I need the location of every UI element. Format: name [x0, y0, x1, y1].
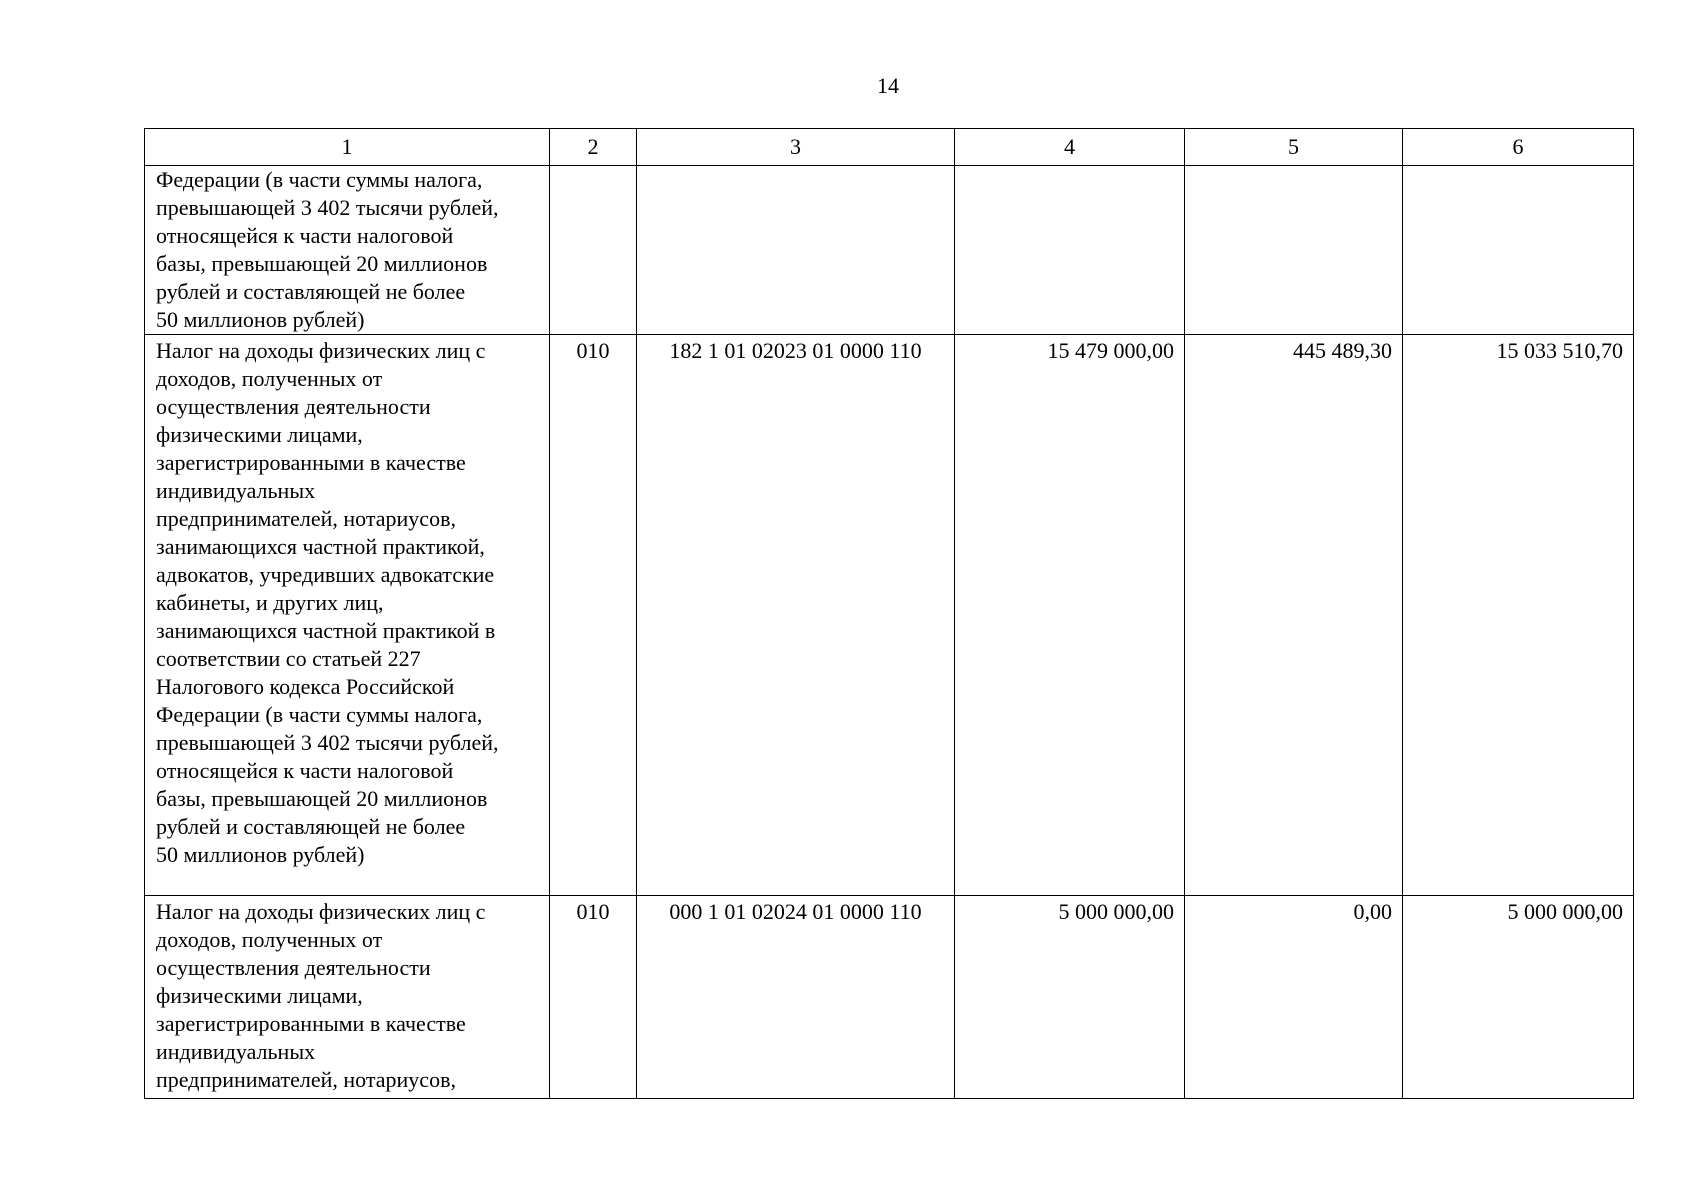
table-row — [145, 896, 1634, 1099]
row-name-cell — [145, 335, 550, 896]
row-line-code: 010 — [550, 335, 637, 896]
table-row — [145, 335, 1634, 896]
row-budget-code: 182 1 01 02023 01 0000 110 — [637, 335, 955, 896]
column-header-1: 1 — [145, 129, 550, 166]
column-number-row — [145, 129, 1634, 166]
row-name: Налог на доходы физических лиц с доходов, полученных от осуществления деятельности физическими лицами, зарегистрированными в качестве индивидуальных предпринимателей, нотариусов, занимающихся частной практикой, адвокатов, учредивших адвокатские кабинеты, и других лиц, занимающихся частной практикой в соответствии со статьей 227 Налогового кодекса Российской Федерации (в части суммы налога, превышающей 3 402 тысячи рублей, относящейся к части налоговой базы, превышающей 20 миллионов рублей и составляющей не более 50 миллионов рублей) — [156, 338, 499, 867]
column-header-6: 6 — [1403, 129, 1634, 166]
column-header-5: 5 — [1185, 129, 1403, 166]
row-name-cell — [145, 166, 550, 335]
row-name: Налог на доходы физических лиц с доходов, полученных от осуществления деятельности физическими лицами, зарегистрированными в качестве индивидуальных предпринимателей, нотариусов, — [156, 899, 486, 1092]
page-number: 14 — [877, 73, 899, 98]
row-unexecuted: 5 000 000,00 — [1403, 896, 1634, 1099]
row-approved: 15 479 000,00 — [955, 335, 1185, 896]
row-approved: 5 000 000,00 — [955, 896, 1185, 1099]
row-executed: 445 489,30 — [1185, 335, 1403, 896]
row-line-code: 010 — [550, 896, 637, 1099]
column-header-3: 3 — [637, 129, 955, 166]
revenue-table — [144, 128, 1634, 1099]
row-approved — [955, 166, 1185, 335]
row-executed — [1185, 166, 1403, 335]
row-unexecuted: 15 033 510,70 — [1403, 335, 1634, 896]
row-budget-code — [637, 166, 955, 335]
row-budget-code: 000 1 01 02024 01 0000 110 — [637, 896, 955, 1099]
row-name-cell — [145, 896, 550, 1099]
row-executed: 0,00 — [1185, 896, 1403, 1099]
row-unexecuted — [1403, 166, 1634, 335]
table-row — [145, 166, 1634, 335]
column-header-2: 2 — [550, 129, 637, 166]
row-line-code — [550, 166, 637, 335]
column-header-4: 4 — [955, 129, 1185, 166]
row-name: Федерации (в части суммы налога, превышающей 3 402 тысячи рублей, относящейся к части налоговой базы, превышающей 20 миллионов рублей и составляющей не более 50 миллионов рублей) — [156, 167, 499, 332]
